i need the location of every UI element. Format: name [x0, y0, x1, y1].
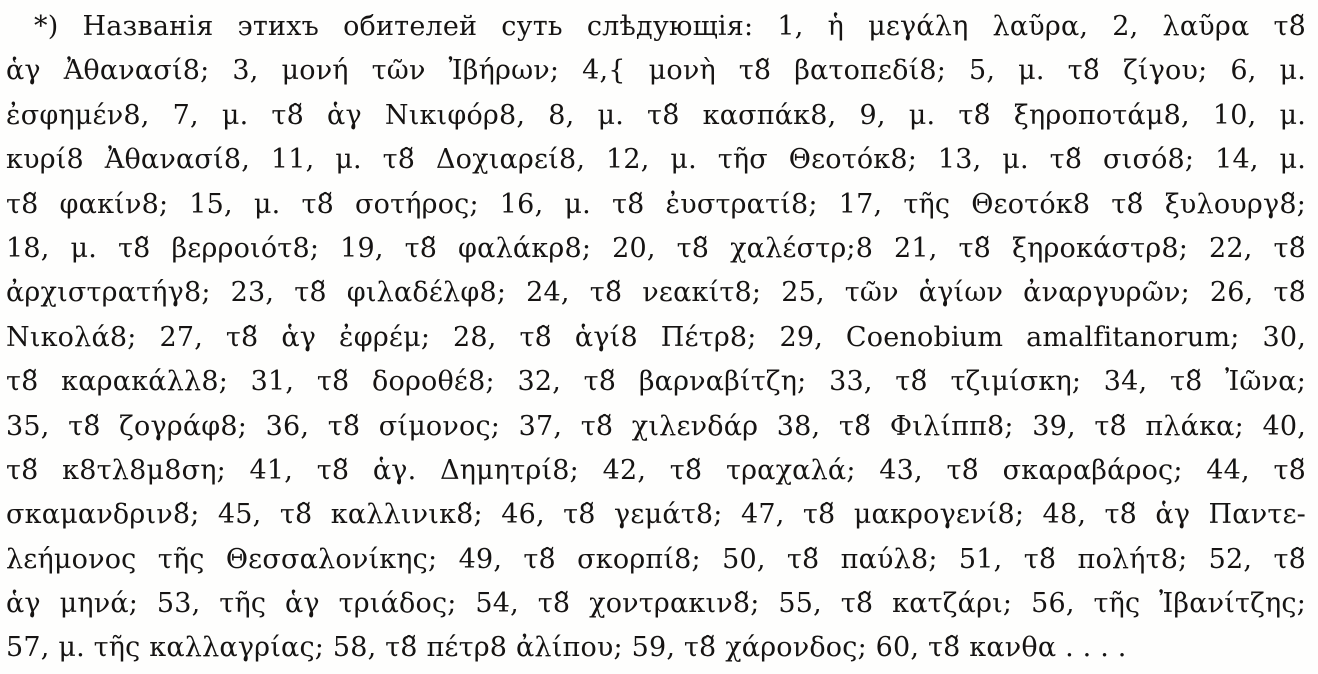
footnote-line-1: *) Названія этихъ обителей суть слѣдующія: 1, ἡ μεγάλη λαῦρα, 2, λαῦρα τ8̃: [34, 11, 1306, 42]
footnote-line-11: τ8̃ κ8τλ8μ8ση; 41, τ8̃ ἁγ. Δημητρί8; 42, τ8̃ τραχαλά; 43, τ8̃ σκαραβάρος; 44, τ8̃: [6, 454, 1306, 486]
footnote-line-3: ἐσφημέν8, 7, μ. τ8̃ ἁγ Νικιφόρ8, 8, μ. τ8̃ κασπάκ8, 9, μ. τ8̃ ξηροποτάμ8, 10, μ.: [6, 99, 1306, 131]
footnote-line-2: ἁγ Ἀθανασί8; 3, μονή τῶν Ἰβήρων; 4,{ μονὴ τ8̃ βατοπεδί8; 5, μ. τ8̃ ζίγου; 6, μ.: [6, 55, 1306, 87]
footnote-line-9: τ8̃ καρακάλλ8; 31, τ8̃ δοροθέ8; 32, τ8̃ βαρναβίτζη; 33, τ8̃ τζιμίσκη; 34, τ8̃ Ἰῶνα;: [6, 366, 1306, 398]
footnote-line-13: λεήμονος τῆς Θεσσαλονίκης; 49, τ8̃ σκορπί8; 50, τ8̃ παύλ8; 51, τ8̃ πολήτ8; 52, τ8̃: [6, 543, 1306, 575]
footnote-line-7: ἀρχιστρατήγ8; 23, τ8̃ φιλαδέλφ8; 24, τ8̃ νεακίτ8; 25, τῶν ἁγίων ἀναργυρῶν; 26, τ8̃: [6, 277, 1306, 309]
footnote-line-12: σκαμανδριν8̃; 45, τ8̃ καλλινικ8̃; 46, τ8̃ γεμάτ8; 47, τ8̃ μακρογενί8; 48, τ8̃ ἁγ Παντε-: [6, 499, 1306, 531]
footnote-line-8: Νικολά8; 27, τ8̃ ἁγ ἐφρέμ; 28, τ8̃ ἁγί8 Πέτρ8; 29, Coenobium amalfitanorum; 30,: [6, 321, 1306, 353]
footnote-line-6: 18, μ. τ8̃ βερροιότ8; 19, τ8̃ φαλάκρ8; 20, τ8̃ χαλέστρ;8 21, τ8̃ ξηροκάστρ8; 22, τ8̃: [6, 232, 1306, 264]
footnote-line-10: 35, τ8̃ ζογράφ8; 36, τ8̃ σίμονος; 37, τ8̃ χιλενδάρ 38, τ8̃ Φιλίππ8; 39, τ8̃ πλάκα; 40,: [6, 410, 1306, 442]
footnote-line-4: κυρί8 Ἀθανασί8, 11, μ. τ8̃ Δοχιαρεί8, 12, μ. τῆσ Θεοτόκ8; 13, μ. τ8̃ σισό8; 14, μ.: [6, 144, 1306, 176]
footnote-line-5: τ8̃ φακίν8; 15, μ. τ8̃ σοτήρος; 16, μ. τ8̃ ἐυστρατί8; 17, τῆς Θεοτόκ8 τ8̃ ξυλουργ8̃;: [6, 188, 1306, 220]
footnote-line-14: ἁγ μηνά; 53, τῆς ἁγ τριάδος; 54, τ8̃ χοντρακιν8̃; 55, τ8̃ κατζάρι; 56, τῆς Ἰβανίτζης;: [6, 588, 1306, 620]
footnote-line-15: 57, μ. τῆς καλλαγρίας; 58, τ8̃ πέτρ8 ἀλίπου; 59, τ8̃ χάρονδος; 60, τ8̃ κανθα . . . .: [6, 632, 1127, 664]
